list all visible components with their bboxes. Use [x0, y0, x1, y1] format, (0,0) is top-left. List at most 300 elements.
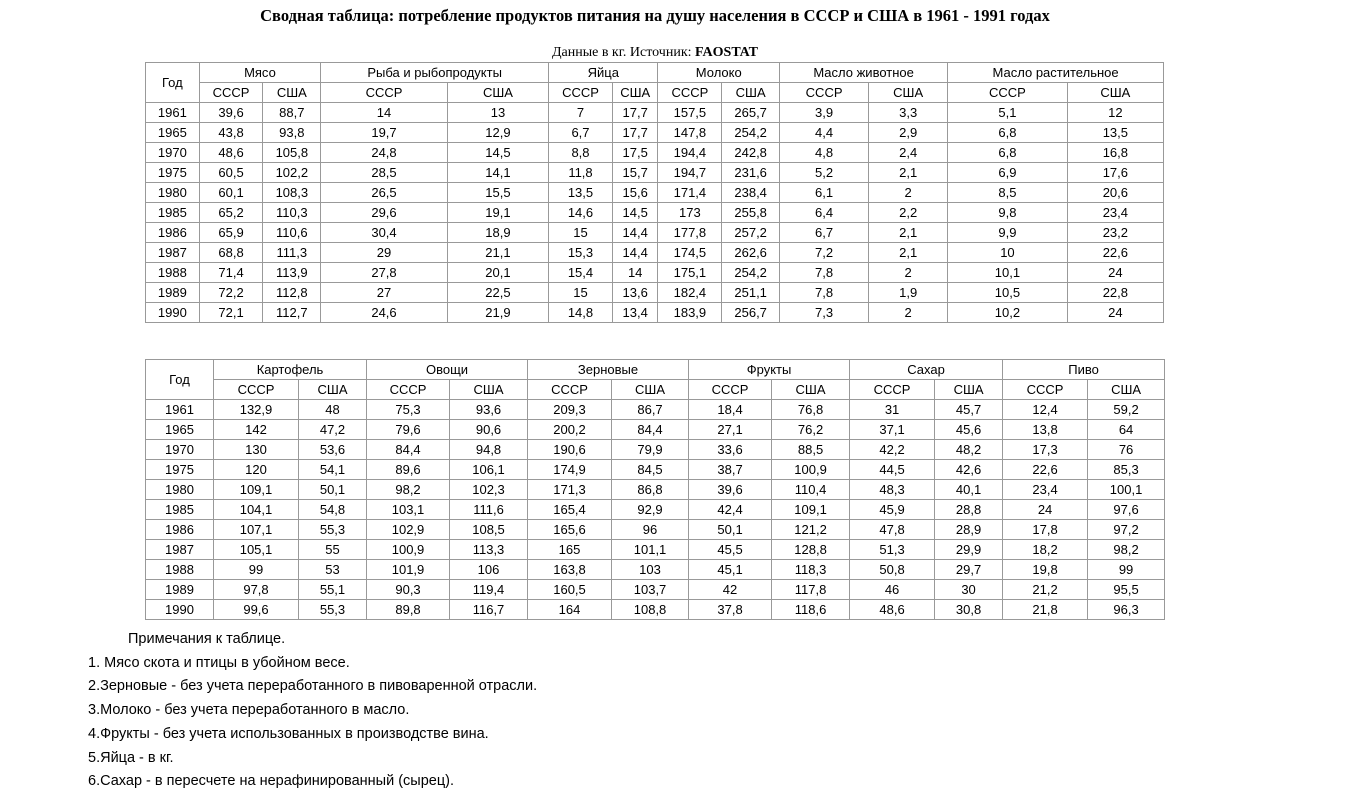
value-cell: 109,1 [214, 480, 299, 500]
value-cell: 105,1 [214, 540, 299, 560]
ussr-header: СССР [321, 83, 448, 103]
value-cell: 47,2 [299, 420, 367, 440]
header-row-countries [146, 380, 1165, 400]
value-cell: 102,3 [450, 480, 528, 500]
value-cell: 106,1 [450, 460, 528, 480]
value-cell: 71,4 [199, 263, 263, 283]
year-cell: 1970 [146, 143, 200, 163]
value-cell: 45,6 [935, 420, 1003, 440]
ussr-header: СССР [528, 380, 612, 400]
value-cell: 14,5 [447, 143, 548, 163]
group-header: Рыба и рыбопродукты [321, 63, 549, 83]
value-cell: 6,1 [780, 183, 869, 203]
value-cell: 130 [214, 440, 299, 460]
value-cell: 6,8 [948, 143, 1068, 163]
value-cell: 164 [528, 600, 612, 620]
value-cell: 100,1 [1088, 480, 1165, 500]
usa-header: США [935, 380, 1003, 400]
value-cell: 4,8 [780, 143, 869, 163]
value-cell: 24,6 [321, 303, 448, 323]
value-cell: 14 [612, 263, 658, 283]
value-cell: 106 [450, 560, 528, 580]
year-cell: 1986 [146, 520, 214, 540]
value-cell: 39,6 [689, 480, 772, 500]
value-cell: 50,1 [689, 520, 772, 540]
value-cell: 174,5 [658, 243, 722, 263]
value-cell: 13,5 [1067, 123, 1163, 143]
value-cell: 75,3 [367, 400, 450, 420]
value-cell: 23,2 [1067, 223, 1163, 243]
header-row-groups [146, 360, 1165, 380]
value-cell: 254,2 [722, 263, 780, 283]
value-cell: 6,4 [780, 203, 869, 223]
value-cell: 54,1 [299, 460, 367, 480]
year-cell: 1975 [146, 163, 200, 183]
value-cell: 209,3 [528, 400, 612, 420]
value-cell: 256,7 [722, 303, 780, 323]
value-cell: 20,6 [1067, 183, 1163, 203]
value-cell: 55,3 [299, 520, 367, 540]
value-cell: 93,6 [450, 400, 528, 420]
value-cell: 119,4 [450, 580, 528, 600]
value-cell: 102,9 [367, 520, 450, 540]
value-cell: 47,8 [850, 520, 935, 540]
value-cell: 15 [549, 283, 613, 303]
ussr-header: СССР [948, 83, 1068, 103]
table-row [146, 283, 1164, 303]
value-cell: 7 [549, 103, 613, 123]
table-row [146, 263, 1164, 283]
value-cell: 30,4 [321, 223, 448, 243]
value-cell: 117,8 [772, 580, 850, 600]
value-cell: 18,9 [447, 223, 548, 243]
value-cell: 86,8 [612, 480, 689, 500]
value-cell: 45,5 [689, 540, 772, 560]
value-cell: 99,6 [214, 600, 299, 620]
value-cell: 27,1 [689, 420, 772, 440]
value-cell: 29,9 [935, 540, 1003, 560]
table-row [146, 520, 1165, 540]
value-cell: 108,3 [263, 183, 321, 203]
value-cell: 15,7 [612, 163, 658, 183]
value-cell: 110,3 [263, 203, 321, 223]
ussr-header: СССР [1003, 380, 1088, 400]
source-line [0, 45, 1310, 61]
value-cell: 48,3 [850, 480, 935, 500]
note-item: 1. Мясо скота и птицы в убойном весе. [88, 654, 350, 671]
note-item: 5.Яйца - в кг. [88, 749, 174, 766]
value-cell: 103,7 [612, 580, 689, 600]
value-cell: 55 [299, 540, 367, 560]
value-cell: 29 [321, 243, 448, 263]
table-row [146, 243, 1164, 263]
value-cell: 79,6 [367, 420, 450, 440]
table-row [146, 103, 1164, 123]
value-cell: 7,8 [780, 283, 869, 303]
value-cell: 110,4 [772, 480, 850, 500]
value-cell: 84,4 [612, 420, 689, 440]
value-cell: 20,1 [447, 263, 548, 283]
value-cell: 98,2 [367, 480, 450, 500]
group-header: Фрукты [689, 360, 850, 380]
value-cell: 31 [850, 400, 935, 420]
value-cell: 12,4 [1003, 400, 1088, 420]
usa-header: США [612, 380, 689, 400]
value-cell: 21,9 [447, 303, 548, 323]
value-cell: 65,9 [199, 223, 263, 243]
year-cell: 1986 [146, 223, 200, 243]
page-title: Сводная таблица: потребление продуктов питания на душу населения в СССР и США в 1961 - 1991 годах [260, 6, 1050, 25]
value-cell: 254,2 [722, 123, 780, 143]
value-cell: 2 [869, 183, 948, 203]
value-cell: 39,6 [199, 103, 263, 123]
value-cell: 85,3 [1088, 460, 1165, 480]
value-cell: 22,6 [1003, 460, 1088, 480]
year-cell: 1985 [146, 203, 200, 223]
usa-header: США [447, 83, 548, 103]
value-cell: 15,3 [549, 243, 613, 263]
table-row [146, 223, 1164, 243]
value-cell: 13,4 [612, 303, 658, 323]
value-cell: 96,3 [1088, 600, 1165, 620]
value-cell: 108,8 [612, 600, 689, 620]
ussr-header: СССР [214, 380, 299, 400]
ussr-header: СССР [658, 83, 722, 103]
group-header: Яйца [549, 63, 658, 83]
value-cell: 53 [299, 560, 367, 580]
value-cell: 147,8 [658, 123, 722, 143]
table-row [146, 203, 1164, 223]
value-cell: 11,8 [549, 163, 613, 183]
value-cell: 38,7 [689, 460, 772, 480]
value-cell: 90,6 [450, 420, 528, 440]
year-cell: 1990 [146, 303, 200, 323]
group-header: Овощи [367, 360, 528, 380]
value-cell: 60,1 [199, 183, 263, 203]
value-cell: 116,7 [450, 600, 528, 620]
value-cell: 99 [214, 560, 299, 580]
value-cell: 24 [1003, 500, 1088, 520]
value-cell: 8,5 [948, 183, 1068, 203]
value-cell: 4,4 [780, 123, 869, 143]
value-cell: 88,7 [263, 103, 321, 123]
value-cell: 251,1 [722, 283, 780, 303]
value-cell: 97,8 [214, 580, 299, 600]
value-cell: 7,3 [780, 303, 869, 323]
table-row [146, 440, 1165, 460]
value-cell: 165,6 [528, 520, 612, 540]
value-cell: 118,3 [772, 560, 850, 580]
value-cell: 10,1 [948, 263, 1068, 283]
value-cell: 255,8 [722, 203, 780, 223]
value-cell: 97,6 [1088, 500, 1165, 520]
year-cell: 1989 [146, 283, 200, 303]
ussr-header: СССР [689, 380, 772, 400]
value-cell: 86,7 [612, 400, 689, 420]
value-cell: 96 [612, 520, 689, 540]
value-cell: 21,1 [447, 243, 548, 263]
value-cell: 99 [1088, 560, 1165, 580]
table-row [146, 400, 1165, 420]
value-cell: 165,4 [528, 500, 612, 520]
ussr-header: СССР [850, 380, 935, 400]
value-cell: 7,8 [780, 263, 869, 283]
value-cell: 27,8 [321, 263, 448, 283]
value-cell: 101,9 [367, 560, 450, 580]
usa-header: США [263, 83, 321, 103]
value-cell: 128,8 [772, 540, 850, 560]
value-cell: 68,8 [199, 243, 263, 263]
table-row [146, 420, 1165, 440]
year-cell: 1987 [146, 243, 200, 263]
value-cell: 12 [1067, 103, 1163, 123]
value-cell: 104,1 [214, 500, 299, 520]
group-header: Картофель [214, 360, 367, 380]
usa-header: США [722, 83, 780, 103]
table-notes [88, 628, 537, 794]
value-cell: 118,6 [772, 600, 850, 620]
group-header: Мясо [199, 63, 321, 83]
value-cell: 89,8 [367, 600, 450, 620]
value-cell: 28,9 [935, 520, 1003, 540]
table-row [146, 540, 1165, 560]
source-prefix: Данные в кг. Источник: [551, 45, 696, 60]
value-cell: 19,7 [321, 123, 448, 143]
value-cell: 182,4 [658, 283, 722, 303]
year-cell: 1989 [146, 580, 214, 600]
value-cell: 90,3 [367, 580, 450, 600]
group-header: Масло растительное [948, 63, 1164, 83]
year-cell: 1987 [146, 540, 214, 560]
ussr-header: СССР [367, 380, 450, 400]
value-cell: 171,3 [528, 480, 612, 500]
value-cell: 13,6 [612, 283, 658, 303]
value-cell: 2,1 [869, 243, 948, 263]
year-cell: 1980 [146, 480, 214, 500]
value-cell: 103,1 [367, 500, 450, 520]
usa-header: США [772, 380, 850, 400]
value-cell: 24,8 [321, 143, 448, 163]
value-cell: 23,4 [1003, 480, 1088, 500]
value-cell: 101,1 [612, 540, 689, 560]
value-cell: 37,8 [689, 600, 772, 620]
value-cell: 2 [869, 303, 948, 323]
value-cell: 65,2 [199, 203, 263, 223]
table-row [146, 500, 1165, 520]
value-cell: 30,8 [935, 600, 1003, 620]
notes-heading: Примечания к таблице. [128, 631, 286, 647]
value-cell: 5,2 [780, 163, 869, 183]
value-cell: 10 [948, 243, 1068, 263]
value-cell: 45,1 [689, 560, 772, 580]
value-cell: 92,9 [612, 500, 689, 520]
value-cell: 55,1 [299, 580, 367, 600]
table-row [146, 580, 1165, 600]
value-cell: 14,4 [612, 243, 658, 263]
value-cell: 29,6 [321, 203, 448, 223]
value-cell: 1,9 [869, 283, 948, 303]
value-cell: 94,8 [450, 440, 528, 460]
value-cell: 28,5 [321, 163, 448, 183]
value-cell: 112,8 [263, 283, 321, 303]
value-cell: 112,7 [263, 303, 321, 323]
value-cell: 2,1 [869, 223, 948, 243]
usa-header: США [1067, 83, 1163, 103]
value-cell: 17,8 [1003, 520, 1088, 540]
value-cell: 50,1 [299, 480, 367, 500]
value-cell: 105,8 [263, 143, 321, 163]
value-cell: 98,2 [1088, 540, 1165, 560]
value-cell: 45,7 [935, 400, 1003, 420]
year-cell: 1961 [146, 400, 214, 420]
value-cell: 17,3 [1003, 440, 1088, 460]
value-cell: 48,6 [199, 143, 263, 163]
ussr-header: СССР [780, 83, 869, 103]
value-cell: 79,9 [612, 440, 689, 460]
value-cell: 19,1 [447, 203, 548, 223]
value-cell: 21,2 [1003, 580, 1088, 600]
value-cell: 177,8 [658, 223, 722, 243]
value-cell: 84,4 [367, 440, 450, 460]
value-cell: 262,6 [722, 243, 780, 263]
value-cell: 13 [447, 103, 548, 123]
value-cell: 43,8 [199, 123, 263, 143]
value-cell: 42,4 [689, 500, 772, 520]
value-cell: 183,9 [658, 303, 722, 323]
value-cell: 18,2 [1003, 540, 1088, 560]
header-row-groups [146, 63, 1164, 83]
value-cell: 72,1 [199, 303, 263, 323]
year-cell: 1990 [146, 600, 214, 620]
value-cell: 10,5 [948, 283, 1068, 303]
year-cell: 1970 [146, 440, 214, 460]
value-cell: 9,9 [948, 223, 1068, 243]
value-cell: 200,2 [528, 420, 612, 440]
value-cell: 14,4 [612, 223, 658, 243]
table-row [146, 123, 1164, 143]
value-cell: 22,6 [1067, 243, 1163, 263]
value-cell: 100,9 [772, 460, 850, 480]
value-cell: 12,9 [447, 123, 548, 143]
value-cell: 15,6 [612, 183, 658, 203]
value-cell: 109,1 [772, 500, 850, 520]
table-row [146, 163, 1164, 183]
value-cell: 21,8 [1003, 600, 1088, 620]
value-cell: 2,4 [869, 143, 948, 163]
value-cell: 9,8 [948, 203, 1068, 223]
value-cell: 42 [689, 580, 772, 600]
value-cell: 103 [612, 560, 689, 580]
value-cell: 24 [1067, 263, 1163, 283]
value-cell: 48 [299, 400, 367, 420]
value-cell: 42,6 [935, 460, 1003, 480]
year-cell: 1961 [146, 103, 200, 123]
value-cell: 111,3 [263, 243, 321, 263]
value-cell: 64 [1088, 420, 1165, 440]
value-cell: 16,8 [1067, 143, 1163, 163]
value-cell: 22,8 [1067, 283, 1163, 303]
table-row [146, 143, 1164, 163]
value-cell: 48,6 [850, 600, 935, 620]
value-cell: 40,1 [935, 480, 1003, 500]
value-cell: 102,2 [263, 163, 321, 183]
value-cell: 54,8 [299, 500, 367, 520]
value-cell: 14,8 [549, 303, 613, 323]
value-cell: 76,2 [772, 420, 850, 440]
value-cell: 7,2 [780, 243, 869, 263]
value-cell: 13,8 [1003, 420, 1088, 440]
value-cell: 76,8 [772, 400, 850, 420]
value-cell: 44,5 [850, 460, 935, 480]
value-cell: 17,7 [612, 123, 658, 143]
year-header: Год [146, 360, 214, 400]
value-cell: 51,3 [850, 540, 935, 560]
usa-header: США [1088, 380, 1165, 400]
value-cell: 60,5 [199, 163, 263, 183]
value-cell: 30 [935, 580, 1003, 600]
table-row [146, 183, 1164, 203]
group-header: Пиво [1003, 360, 1165, 380]
ussr-header: СССР [199, 83, 263, 103]
value-cell: 194,7 [658, 163, 722, 183]
value-cell: 257,2 [722, 223, 780, 243]
value-cell: 53,6 [299, 440, 367, 460]
value-cell: 190,6 [528, 440, 612, 460]
value-cell: 29,7 [935, 560, 1003, 580]
value-cell: 113,9 [263, 263, 321, 283]
value-cell: 72,2 [199, 283, 263, 303]
value-cell: 17,7 [612, 103, 658, 123]
usa-header: США [612, 83, 658, 103]
value-cell: 238,4 [722, 183, 780, 203]
value-cell: 89,6 [367, 460, 450, 480]
header-row-countries [146, 83, 1164, 103]
year-cell: 1985 [146, 500, 214, 520]
value-cell: 6,9 [948, 163, 1068, 183]
value-cell: 27 [321, 283, 448, 303]
value-cell: 17,6 [1067, 163, 1163, 183]
note-item: 6.Сахар - в пересчете на нерафинированный (сырец). [88, 773, 454, 790]
value-cell: 165 [528, 540, 612, 560]
year-cell: 1975 [146, 460, 214, 480]
group-header: Зерновые [528, 360, 689, 380]
source-name: FAOSTAT [695, 45, 759, 60]
value-cell: 14,1 [447, 163, 548, 183]
value-cell: 13,5 [549, 183, 613, 203]
value-cell: 59,2 [1088, 400, 1165, 420]
value-cell: 8,8 [549, 143, 613, 163]
value-cell: 42,2 [850, 440, 935, 460]
value-cell: 26,5 [321, 183, 448, 203]
value-cell: 120 [214, 460, 299, 480]
usa-header: США [450, 380, 528, 400]
value-cell: 14,6 [549, 203, 613, 223]
value-cell: 160,5 [528, 580, 612, 600]
value-cell: 15,4 [549, 263, 613, 283]
table-row [146, 303, 1164, 323]
usa-header: США [299, 380, 367, 400]
value-cell: 97,2 [1088, 520, 1165, 540]
value-cell: 3,3 [869, 103, 948, 123]
value-cell: 157,5 [658, 103, 722, 123]
value-cell: 48,2 [935, 440, 1003, 460]
value-cell: 231,6 [722, 163, 780, 183]
ussr-header: СССР [549, 83, 613, 103]
value-cell: 265,7 [722, 103, 780, 123]
year-cell: 1988 [146, 560, 214, 580]
value-cell: 2,9 [869, 123, 948, 143]
value-cell: 6,8 [948, 123, 1068, 143]
